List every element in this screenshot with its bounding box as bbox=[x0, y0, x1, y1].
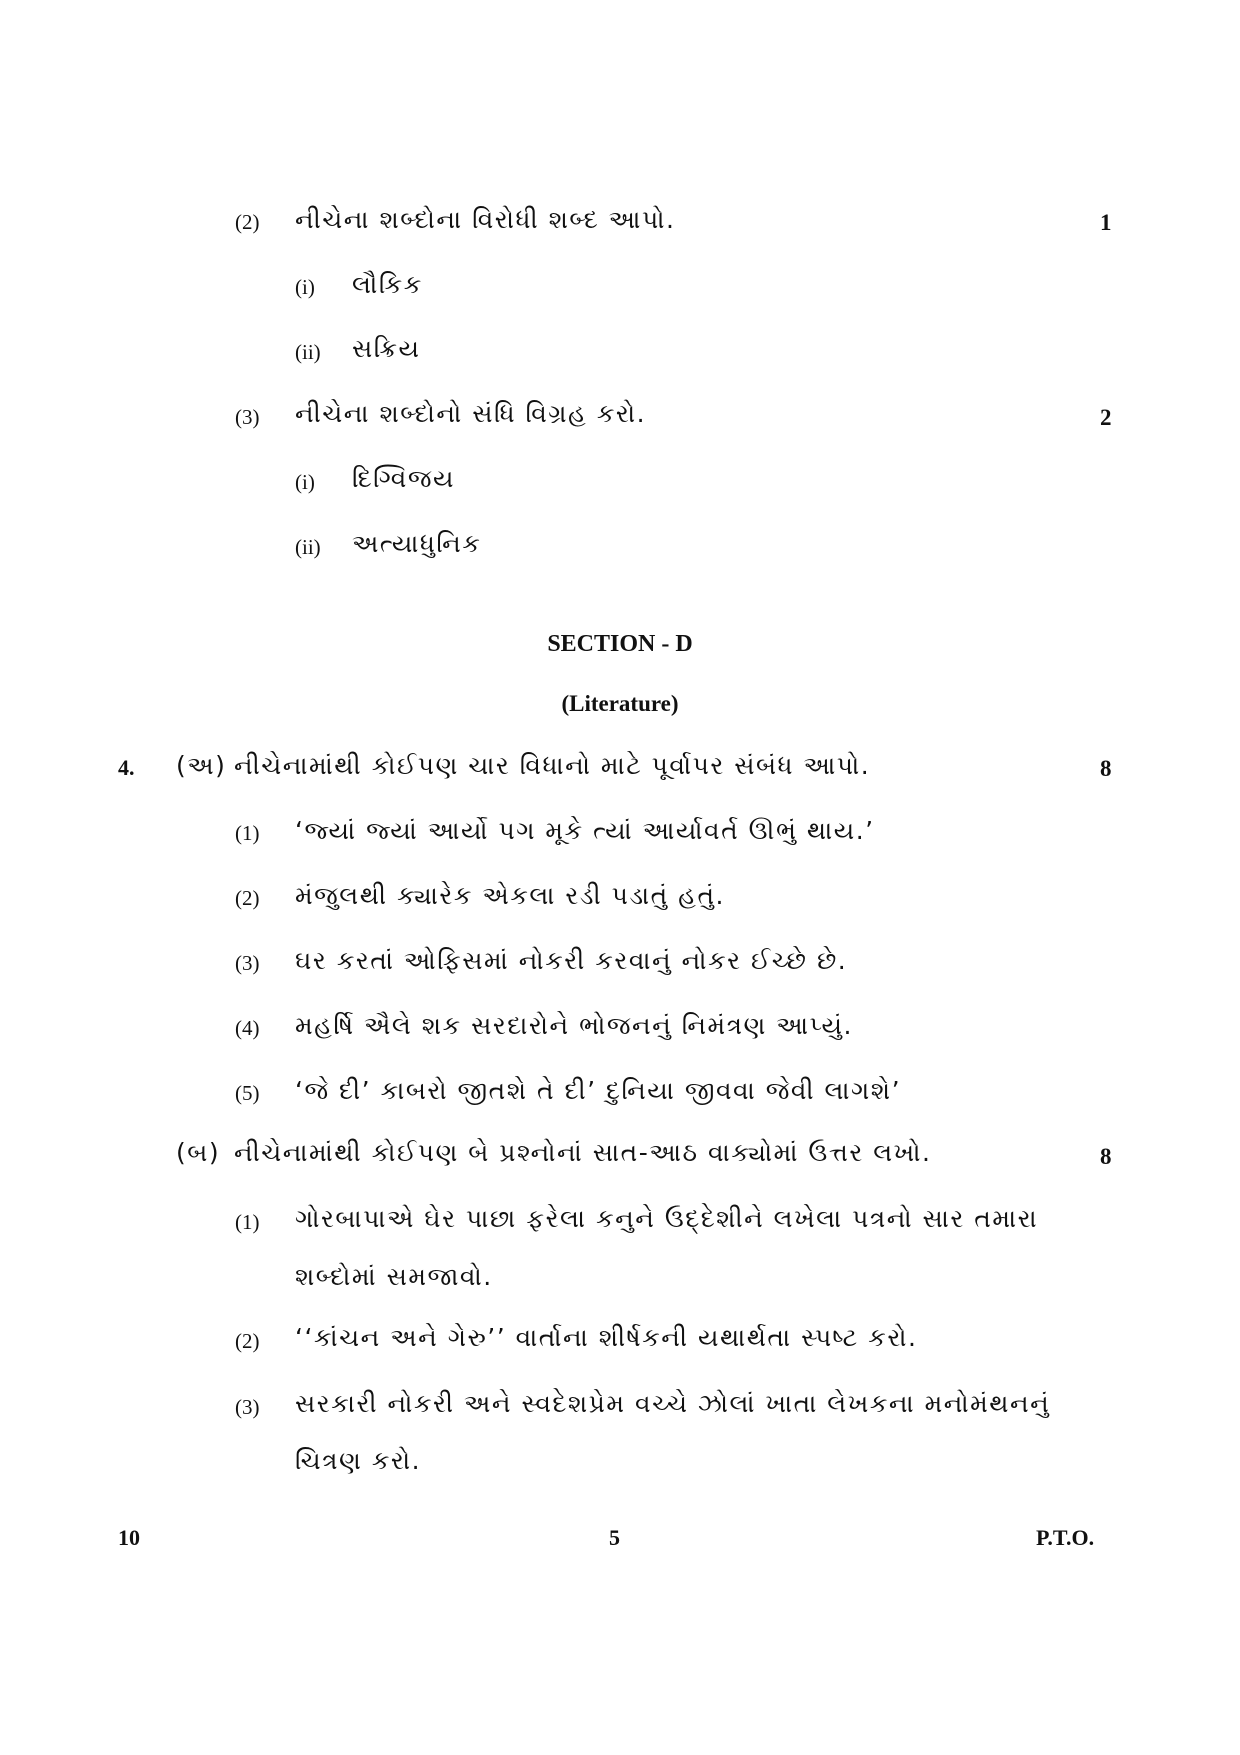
item-text-line1: સરકારી નોકરી અને સ્વદેશપ્રેમ વચ્ચે ઝોલાં ખાતા લેખકના મનોમંથનનું bbox=[295, 1389, 1051, 1418]
page-number: 5 bbox=[609, 1525, 620, 1550]
marks: 8 bbox=[1100, 1144, 1112, 1169]
item-text: ઘર કરતાં ઓફિસમાં નોકરી કરવાનું નોકર ઈચ્છે છે. bbox=[295, 946, 848, 975]
item-number: (i) bbox=[295, 275, 315, 299]
item-text: લૌકિક bbox=[352, 270, 423, 299]
item-number: (ii) bbox=[295, 340, 321, 364]
pto-label: P.T.O. bbox=[1036, 1525, 1095, 1550]
item-number: (5) bbox=[235, 1081, 260, 1105]
section-title: SECTION - D bbox=[547, 631, 693, 657]
item-text-line2: શબ્દોમાં સમજાવો. bbox=[295, 1262, 493, 1291]
item-number: (ii) bbox=[295, 535, 321, 559]
item-text: સક્રિય bbox=[352, 334, 421, 363]
item-number: (i) bbox=[295, 470, 315, 494]
item-text: મંજુલથી ક્યારેક એકલા રડી પડાતું હતું. bbox=[295, 881, 725, 910]
marks: 2 bbox=[1100, 405, 1112, 430]
item-number: (3) bbox=[235, 951, 260, 975]
part-label: (અ) bbox=[176, 751, 227, 780]
marks: 1 bbox=[1100, 210, 1112, 235]
item-text-line1: ‘‘કાંચન અને ગેરુ’’ વાર્તાના શીર્ષકની યથાર્થતા સ્પષ્ટ કરો. bbox=[295, 1323, 918, 1352]
item-text: અત્યાધુનિક bbox=[352, 529, 482, 558]
question-number: 4. bbox=[118, 755, 135, 780]
question-text: નીચેનામાંથી કોઈપણ બે પ્રશ્નોનાં સાત-આઠ વાક્યોમાં ઉત્તર લખો. bbox=[234, 1138, 932, 1167]
item-text: ‘જ્યાં જ્યાં આર્યો પગ મૂકે ત્યાં આર્યાવર્ત ઊભું થાય.’ bbox=[295, 816, 875, 845]
item-number: (1) bbox=[235, 1210, 260, 1234]
item-number: (2) bbox=[235, 886, 260, 910]
item-number: (2) bbox=[235, 1329, 260, 1353]
marks: 8 bbox=[1100, 756, 1112, 781]
item-number: (3) bbox=[235, 1395, 260, 1419]
footer-code: 10 bbox=[118, 1525, 140, 1550]
item-text: મહર્ષિ ઐલે શક સરદારોને ભોજનનું નિમંત્રણ આપ્યું. bbox=[295, 1011, 853, 1040]
part-label: (બ) bbox=[176, 1138, 221, 1167]
question-text: નીચેનામાંથી કોઈપણ ચાર વિધાનો માટે પૂર્વાપર સંબંધ આપો. bbox=[234, 751, 871, 780]
question-number: (2) bbox=[235, 210, 260, 234]
item-text: દિગ્વિજય bbox=[352, 464, 455, 493]
item-text: ‘જે દી’ કાબરો જીતશે તે દી’ દુનિયા જીવવા જેવી લાગશે’ bbox=[295, 1076, 902, 1105]
item-text-line1: ગોરબાપાએ ઘેર પાછા ફરેલા કનુને ઉદ્દેશીને લખેલા પત્રનો સાર તમારા bbox=[295, 1204, 1039, 1233]
item-number: (4) bbox=[235, 1016, 260, 1040]
item-number: (1) bbox=[235, 821, 260, 845]
question-text: નીચેના શબ્દોનો સંધિ વિગ્રહ કરો. bbox=[295, 399, 647, 428]
question-text: નીચેના શબ્દોના વિરોધી શબ્દ આપો. bbox=[295, 205, 676, 234]
item-text-line2: ચિત્રણ કરો. bbox=[295, 1446, 422, 1475]
section-subtitle: (Literature) bbox=[561, 691, 679, 716]
question-number: (3) bbox=[235, 405, 260, 429]
